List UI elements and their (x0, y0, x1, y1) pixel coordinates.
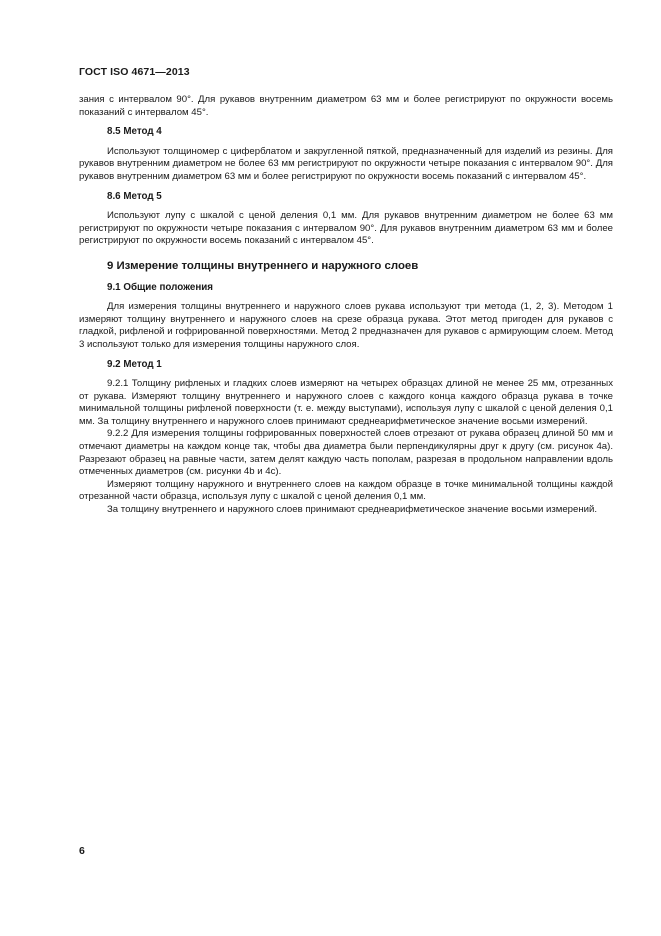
section-9-1-title: 9.1 Общие положения (107, 281, 214, 293)
section-9-2-title: 9.2 Метод 1 (107, 358, 162, 370)
section-8-6-title: 8.6 Метод 5 (107, 190, 162, 202)
page-number: 6 (79, 845, 85, 857)
document-body (79, 94, 613, 517)
document-header-code: ГОСТ ISO 4671—2013 (79, 66, 190, 78)
section-9-2-2-result-text: За толщину внутреннего и наружного слоев принимают среднеарифметическое значение восьми измерений. (107, 504, 598, 516)
section-8-5-title: 8.5 Метод 4 (107, 126, 162, 138)
section-8-6-text: Используют лупу с шкалой с ценой деления 0,1 мм. Для рукавов внутренним диаметром не более 63 мм регистрируют по окружности четыре показания с интервалом 90°. Для рукавов внутренним диаметром 63 мм и более регистрируют по окружности восемь показаний с интервалом 45°. (79, 210, 613, 247)
section-9-2-1-text: 9.2.1 Толщину рифленых и гладких слоев измеряют на четырех образцах длиной не менее 25 мм, отрезанных от рукава. Измеряют толщину внутреннего и наружного слоев с каждого конца каждого образца рукава в точке минимальной толщины рифленой поверхности (т. е. между выступами), используя лупу с шкалой с ценой деления 0,1 мм. За толщину внутреннего и наружного слоев принимают среднеарифметическое значение восьми измерений. (79, 378, 613, 427)
section-9-1-text: Для измерения толщины внутреннего и наружного слоев рукава используют три метода (1, 2, 3). Методом 1 измеряют толщину внутреннего и наружного слоев на срезе образца рукава. Этот метод пригоден для рукавов с гладкой, рифленой и гофрированной поверхностями. Метод 2 предназначен для рукавов с армирующим слоем. Метод 3 используют только для измерения толщины наружного слоя. (79, 301, 613, 350)
paragraph-intro-continuation: зания с интервалом 90°. Для рукавов внутренним диаметром 63 мм и более регистрируют по окружности восемь показаний с интервалом 45°. (79, 94, 613, 118)
section-9-2-2-text: 9.2.2 Для измерения толщины гофрированных поверхностей слоев отрезают от рукава образец длиной 50 мм и отмечают диаметры на каждом конце так, чтобы два диаметра были перпендикулярны друг к другу (см. рисунок 4а). Разрезают образец на равные части, затем делят каждую часть пополам, разрезая в продольном направлении вдоль отмеченных диаметров (см. рисунки 4b и 4с). (79, 428, 613, 478)
section-9-2-2-measure-text: Измеряют толщину наружного и внутреннего слоев на каждом образце в точке минимальной толщины каждой отрезанной части образца, используя лупу с шкалой с ценой деления 0,1 мм. (79, 478, 613, 503)
section-9-title: 9 Измерение толщины внутреннего и наружного слоев (107, 259, 419, 272)
section-8-5-text: Используют толщиномер с циферблатом и закругленной пяткой, предназначенный для изделий из резины. Для рукавов внутренним диаметром не более 63 мм регистрируют по окружности четыре показания с интервалом 90°. Для рукавов внутренним диаметром 63 мм и более регистрируют по окружности восемь показаний с интервалом 45°. (79, 145, 613, 182)
